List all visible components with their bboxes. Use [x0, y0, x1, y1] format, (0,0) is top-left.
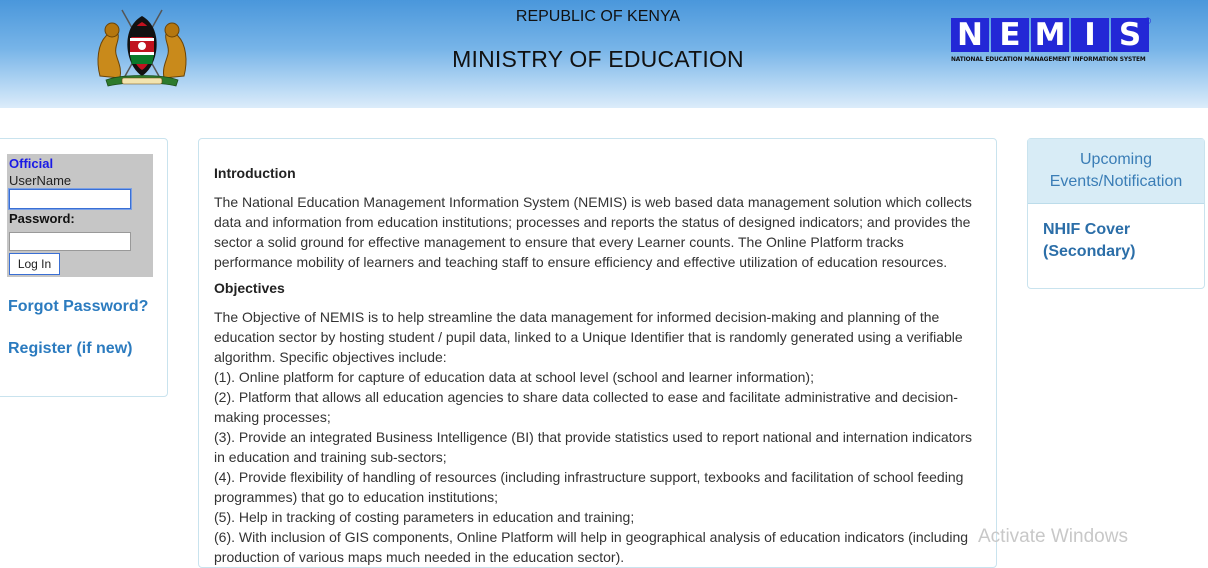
password-label: Password:: [9, 211, 75, 226]
password-input[interactable]: [9, 232, 131, 251]
logo-letter: I: [1071, 18, 1109, 52]
objectives-text: The Objective of NEMIS is to help streamline the data management for informed decision-making and planning of the education sector by hosting student / pupil data, linked to a Unique Identifier that is randomly generated using a verifiable algorithm. Specific objectives include:: [214, 309, 963, 365]
page-header: [0, 0, 1208, 108]
introduction-heading: Introduction: [214, 165, 296, 181]
country-title: REPUBLIC OF KENYA: [515, 8, 681, 25]
list-item: (1). Online platform for capture of education data at school level (school and learner information);: [214, 369, 814, 385]
nhif-cover-link[interactable]: NHIF Cover (Secondary): [1043, 221, 1136, 260]
login-form: [7, 154, 153, 277]
events-panel: [1027, 138, 1205, 289]
register-link[interactable]: Register (if new): [8, 340, 133, 357]
logo-letter: E: [991, 18, 1029, 52]
list-item: (2). Platform that allows all education agencies to share data collected to ease and facilitate administrative and decision-making processes;: [214, 389, 958, 425]
introduction-text: The National Education Management Information System (NEMIS) is web based data management solution which collects data and information from education institutions; processes and reports the status of designed indicators; and provides the sector a solid ground for effective management to ensure that every Learner counts. The Online Platform tracks performance mobility of learners and teaching staff to ensure efficiency and effective utilization of education resources.: [214, 194, 972, 270]
objectives-heading: Objectives: [214, 280, 285, 296]
list-item: (4). Provide flexibility of handling of resources (including infrastructure support, texbooks and facilitation of school feeding programmes) that go to education institutions;: [214, 469, 964, 505]
events-heading: Upcoming Events/Notification: [1028, 139, 1204, 204]
main-content-panel: [198, 138, 997, 568]
forgot-password-link[interactable]: Forgot Password?: [8, 298, 149, 315]
main-content: [214, 163, 979, 567]
login-button[interactable]: Log In: [9, 253, 60, 275]
nemis-logo-letters: [951, 18, 1151, 52]
official-label: Official: [9, 156, 54, 171]
registered-mark: ®: [1144, 16, 1151, 26]
logo-subtitle: NATIONAL EDUCATION MANAGEMENT INFORMATION SYSTEM: [951, 55, 1146, 63]
list-item: (3). Provide an integrated Business Intelligence (BI) that provide statistics used to report national and internation indicators in education and training sub-sectors;: [214, 429, 972, 465]
list-item: (5). Help in tracking of costing parameters in education and training;: [214, 509, 635, 525]
logo-letter: N: [951, 18, 989, 52]
username-input[interactable]: [9, 189, 131, 209]
nemis-logo: [951, 18, 1151, 64]
login-panel: [0, 138, 168, 397]
objectives-list: [214, 367, 979, 567]
username-label: UserName: [9, 173, 72, 188]
list-item: (6). With inclusion of GIS components, Online Platform will help in geographical analysis of education indicators (including production of various maps much needed in the education sector).: [214, 529, 969, 565]
activate-windows-watermark: Activate Windows: [978, 526, 1128, 547]
logo-letter: S: [1111, 18, 1149, 52]
logo-letter: M: [1031, 18, 1069, 52]
ministry-title: MINISTRY OF EDUCATION: [452, 46, 744, 72]
